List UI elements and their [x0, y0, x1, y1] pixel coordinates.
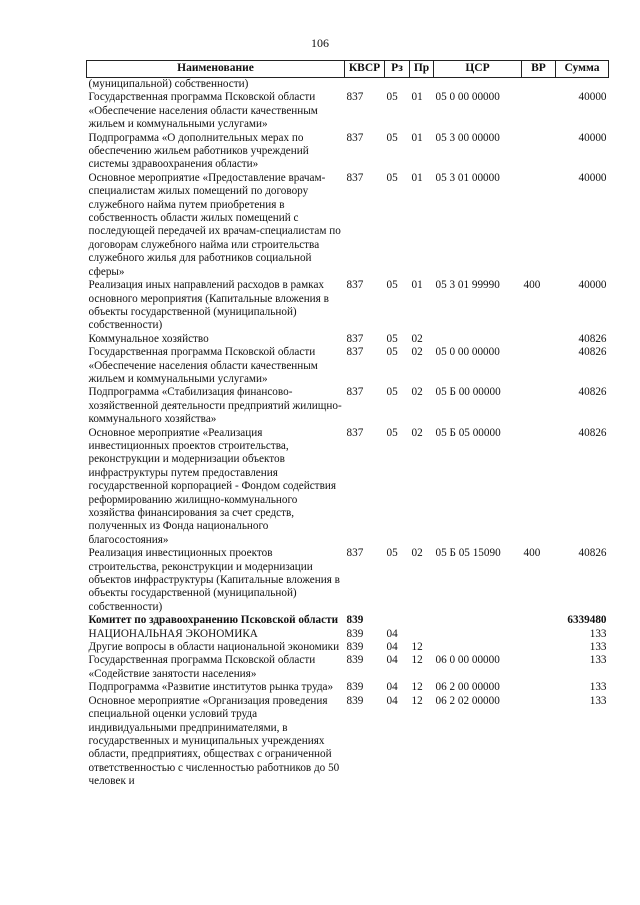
table-row	[87, 641, 609, 654]
cell-pr	[410, 614, 434, 627]
table-row	[87, 654, 609, 681]
cell-pr: 01	[411, 279, 423, 292]
table-row	[87, 78, 609, 92]
cell-rz: 05	[386, 131, 398, 144]
cell-sum: 133	[589, 641, 607, 654]
cell-pr: 12	[411, 654, 423, 667]
cell-vr	[522, 91, 556, 131]
cell-kvsr: 839	[346, 694, 364, 707]
cell-sum: 40000	[578, 279, 607, 292]
cell-csr: 05 Б 05 15090	[435, 547, 501, 560]
header-rz: Рз	[385, 61, 410, 78]
cell-rz: 04	[386, 694, 398, 707]
table-row	[87, 172, 609, 279]
cell-sum: 40000	[578, 131, 607, 144]
cell-sum: 40826	[578, 386, 607, 399]
cell-vr	[522, 641, 556, 654]
cell-name: Подпрограмма «О дополнительных мерах по обеспечению жильем работников учреждений системы здравоохранения области»	[88, 131, 309, 171]
cell-rz: 04	[386, 654, 398, 667]
cell-rz: 04	[386, 627, 398, 640]
cell-vr	[522, 695, 556, 789]
cell-name: НАЦИОНАЛЬНАЯ ЭКОНОМИКА	[88, 627, 258, 640]
cell-kvsr: 839	[346, 614, 364, 627]
cell-pr: 02	[411, 332, 423, 345]
table-row	[87, 91, 609, 131]
cell-kvsr: 839	[346, 681, 364, 694]
cell-rz: 04	[386, 641, 398, 654]
cell-csr: 06 0 00 00000	[435, 654, 500, 667]
cell-kvsr: 839	[346, 641, 364, 654]
cell-vr	[522, 681, 556, 694]
cell-name: Подпрограмма «Развитие институтов рынка труда»	[88, 681, 334, 694]
cell-rz	[385, 614, 410, 627]
cell-csr	[434, 78, 522, 92]
cell-kvsr: 837	[346, 547, 364, 560]
cell-kvsr: 837	[346, 426, 364, 439]
cell-pr: 01	[411, 131, 423, 144]
cell-kvsr: 837	[346, 171, 364, 184]
table-row	[87, 279, 609, 333]
cell-csr	[434, 333, 522, 346]
cell-rz: 05	[386, 279, 398, 292]
cell-vr: 400	[523, 547, 541, 560]
table-row	[87, 628, 609, 641]
cell-name: (муниципальной) собственности)	[88, 78, 249, 90]
cell-rz: 05	[386, 171, 398, 184]
cell-vr	[522, 427, 556, 548]
cell-rz: 05	[386, 332, 398, 345]
header-vr: ВР	[522, 61, 556, 78]
cell-csr: 05 0 00 00000	[435, 346, 500, 359]
table-row	[87, 427, 609, 548]
cell-pr: 02	[411, 426, 423, 439]
cell-rz: 05	[386, 386, 398, 399]
cell-pr: 12	[411, 641, 423, 654]
table-header-row	[87, 61, 609, 78]
cell-kvsr: 837	[346, 91, 364, 104]
cell-kvsr: 837	[346, 346, 364, 359]
table-row	[87, 547, 609, 614]
table-row	[87, 681, 609, 694]
cell-rz: 05	[386, 426, 398, 439]
cell-pr: 01	[411, 171, 423, 184]
cell-pr: 02	[411, 386, 423, 399]
cell-kvsr: 839	[346, 627, 364, 640]
table-row	[87, 132, 609, 172]
cell-kvsr: 837	[346, 332, 364, 345]
header-csr: ЦСР	[434, 61, 522, 78]
cell-sum: 133	[589, 681, 607, 694]
cell-kvsr	[345, 78, 385, 92]
cell-csr: 05 Б 05 00000	[435, 426, 501, 439]
cell-name: Комитет по здравоохранению Псковской области	[88, 614, 339, 627]
table-row	[87, 614, 609, 627]
cell-name: Государственная программа Псковской области «Обеспечение населения области качественным жильем и коммунальными услугами»	[88, 346, 318, 385]
cell-pr: 12	[411, 681, 423, 694]
cell-kvsr: 839	[346, 654, 364, 667]
cell-name: Коммунальное хозяйство	[88, 332, 209, 345]
cell-vr	[522, 386, 556, 426]
page-number: 106	[311, 36, 329, 50]
table-row	[87, 386, 609, 426]
cell-rz: 05	[386, 547, 398, 560]
cell-csr: 05 Б 00 00000	[435, 386, 501, 399]
cell-vr: 400	[523, 279, 541, 292]
cell-sum: 133	[589, 627, 607, 640]
cell-sum: 6339480	[567, 614, 607, 627]
cell-pr: 01	[411, 91, 423, 104]
cell-name: Другие вопросы в области национальной экономики	[88, 641, 340, 654]
cell-vr	[522, 78, 556, 92]
cell-sum: 40000	[578, 171, 607, 184]
cell-rz: 04	[386, 681, 398, 694]
cell-pr: 12	[411, 694, 423, 707]
budget-table	[86, 60, 609, 789]
cell-name: Подпрограмма «Стабилизация финансово-хозяйственной деятельности предприятий жилищно-коммунального хозяйства»	[88, 386, 342, 426]
header-pr: Пр	[410, 61, 434, 78]
cell-csr: 05 3 00 00000	[435, 131, 500, 144]
cell-csr: 05 3 01 00000	[435, 171, 500, 184]
header-name: Наименование	[87, 61, 345, 78]
cell-name: Реализация инвестиционных проектов строительства, реконструкции и модернизации объектов инфраструктуры (Капитальные вложения в объекты государственной (муниципальной) собственности)	[88, 547, 340, 613]
cell-csr: 05 0 00 00000	[435, 91, 500, 104]
cell-csr: 05 3 01 99990	[435, 279, 500, 292]
cell-sum	[556, 78, 609, 92]
cell-sum: 133	[589, 694, 607, 707]
cell-csr	[434, 641, 522, 654]
cell-pr	[410, 628, 434, 641]
cell-sum: 40000	[578, 91, 607, 104]
cell-csr: 06 2 00 00000	[435, 681, 500, 694]
cell-kvsr: 837	[346, 131, 364, 144]
header-kvsr: КВСР	[345, 61, 385, 78]
cell-vr	[522, 132, 556, 172]
cell-sum: 40826	[578, 547, 607, 560]
cell-pr: 02	[411, 547, 423, 560]
cell-vr	[522, 346, 556, 386]
cell-rz: 05	[386, 91, 398, 104]
cell-sum: 40826	[578, 346, 607, 359]
cell-sum: 40826	[578, 426, 607, 439]
cell-vr	[522, 172, 556, 279]
table-row	[87, 695, 609, 789]
cell-csr: 06 2 02 00000	[435, 694, 500, 707]
cell-name: Основное мероприятие «Реализация инвестиционных проектов строительства, реконструкции и модернизации объектов инфраструктуры путем предоставления государственной корпорацией - Фондом содействия реформированию жилищно-коммунального хозяйства финансирования за счет средств, полученных из Фонда национального благосостояния»	[88, 426, 336, 546]
cell-sum: 40826	[578, 332, 607, 345]
cell-csr	[434, 614, 522, 627]
cell-kvsr: 837	[346, 279, 364, 292]
cell-sum: 133	[589, 654, 607, 667]
cell-name: Государственная программа Псковской области «Обеспечение населения области качественным жильем и коммунальными услугами»	[88, 91, 318, 131]
cell-rz: 05	[386, 346, 398, 359]
cell-name: Реализация иных направлений расходов в рамках основного мероприятия (Капитальные вложения в объекты государственной (муниципальной) собственности)	[88, 279, 329, 332]
table-row	[87, 333, 609, 346]
cell-name: Основное мероприятие «Предоставление врачам-специалистам жилых помещений по договору служебного найма путем приобретения в собственность области жилых помещений с последующей передачей их врачам-специалистам по договорам служебного найма или строительства служебного жилья для работников социальной сферы»	[88, 171, 341, 278]
cell-vr	[522, 654, 556, 681]
cell-vr	[522, 333, 556, 346]
cell-vr	[522, 628, 556, 641]
cell-csr	[434, 628, 522, 641]
cell-vr	[522, 614, 556, 627]
cell-kvsr: 837	[346, 386, 364, 399]
cell-rz	[385, 78, 410, 92]
table-row	[87, 346, 609, 386]
cell-name: Основное мероприятие «Организация проведения специальной оценки условий труда индивидуальными предпринимателями, в государственных и муниципальных учреждениях области, предприятиях, обществах с ограниченной ответственностью с численностью работников до 50 человек и	[88, 694, 340, 788]
cell-pr	[410, 78, 434, 92]
cell-name: Государственная программа Псковской области «Содействие занятости населения»	[88, 654, 316, 680]
header-sum: Сумма	[556, 61, 609, 78]
cell-pr: 02	[411, 346, 423, 359]
